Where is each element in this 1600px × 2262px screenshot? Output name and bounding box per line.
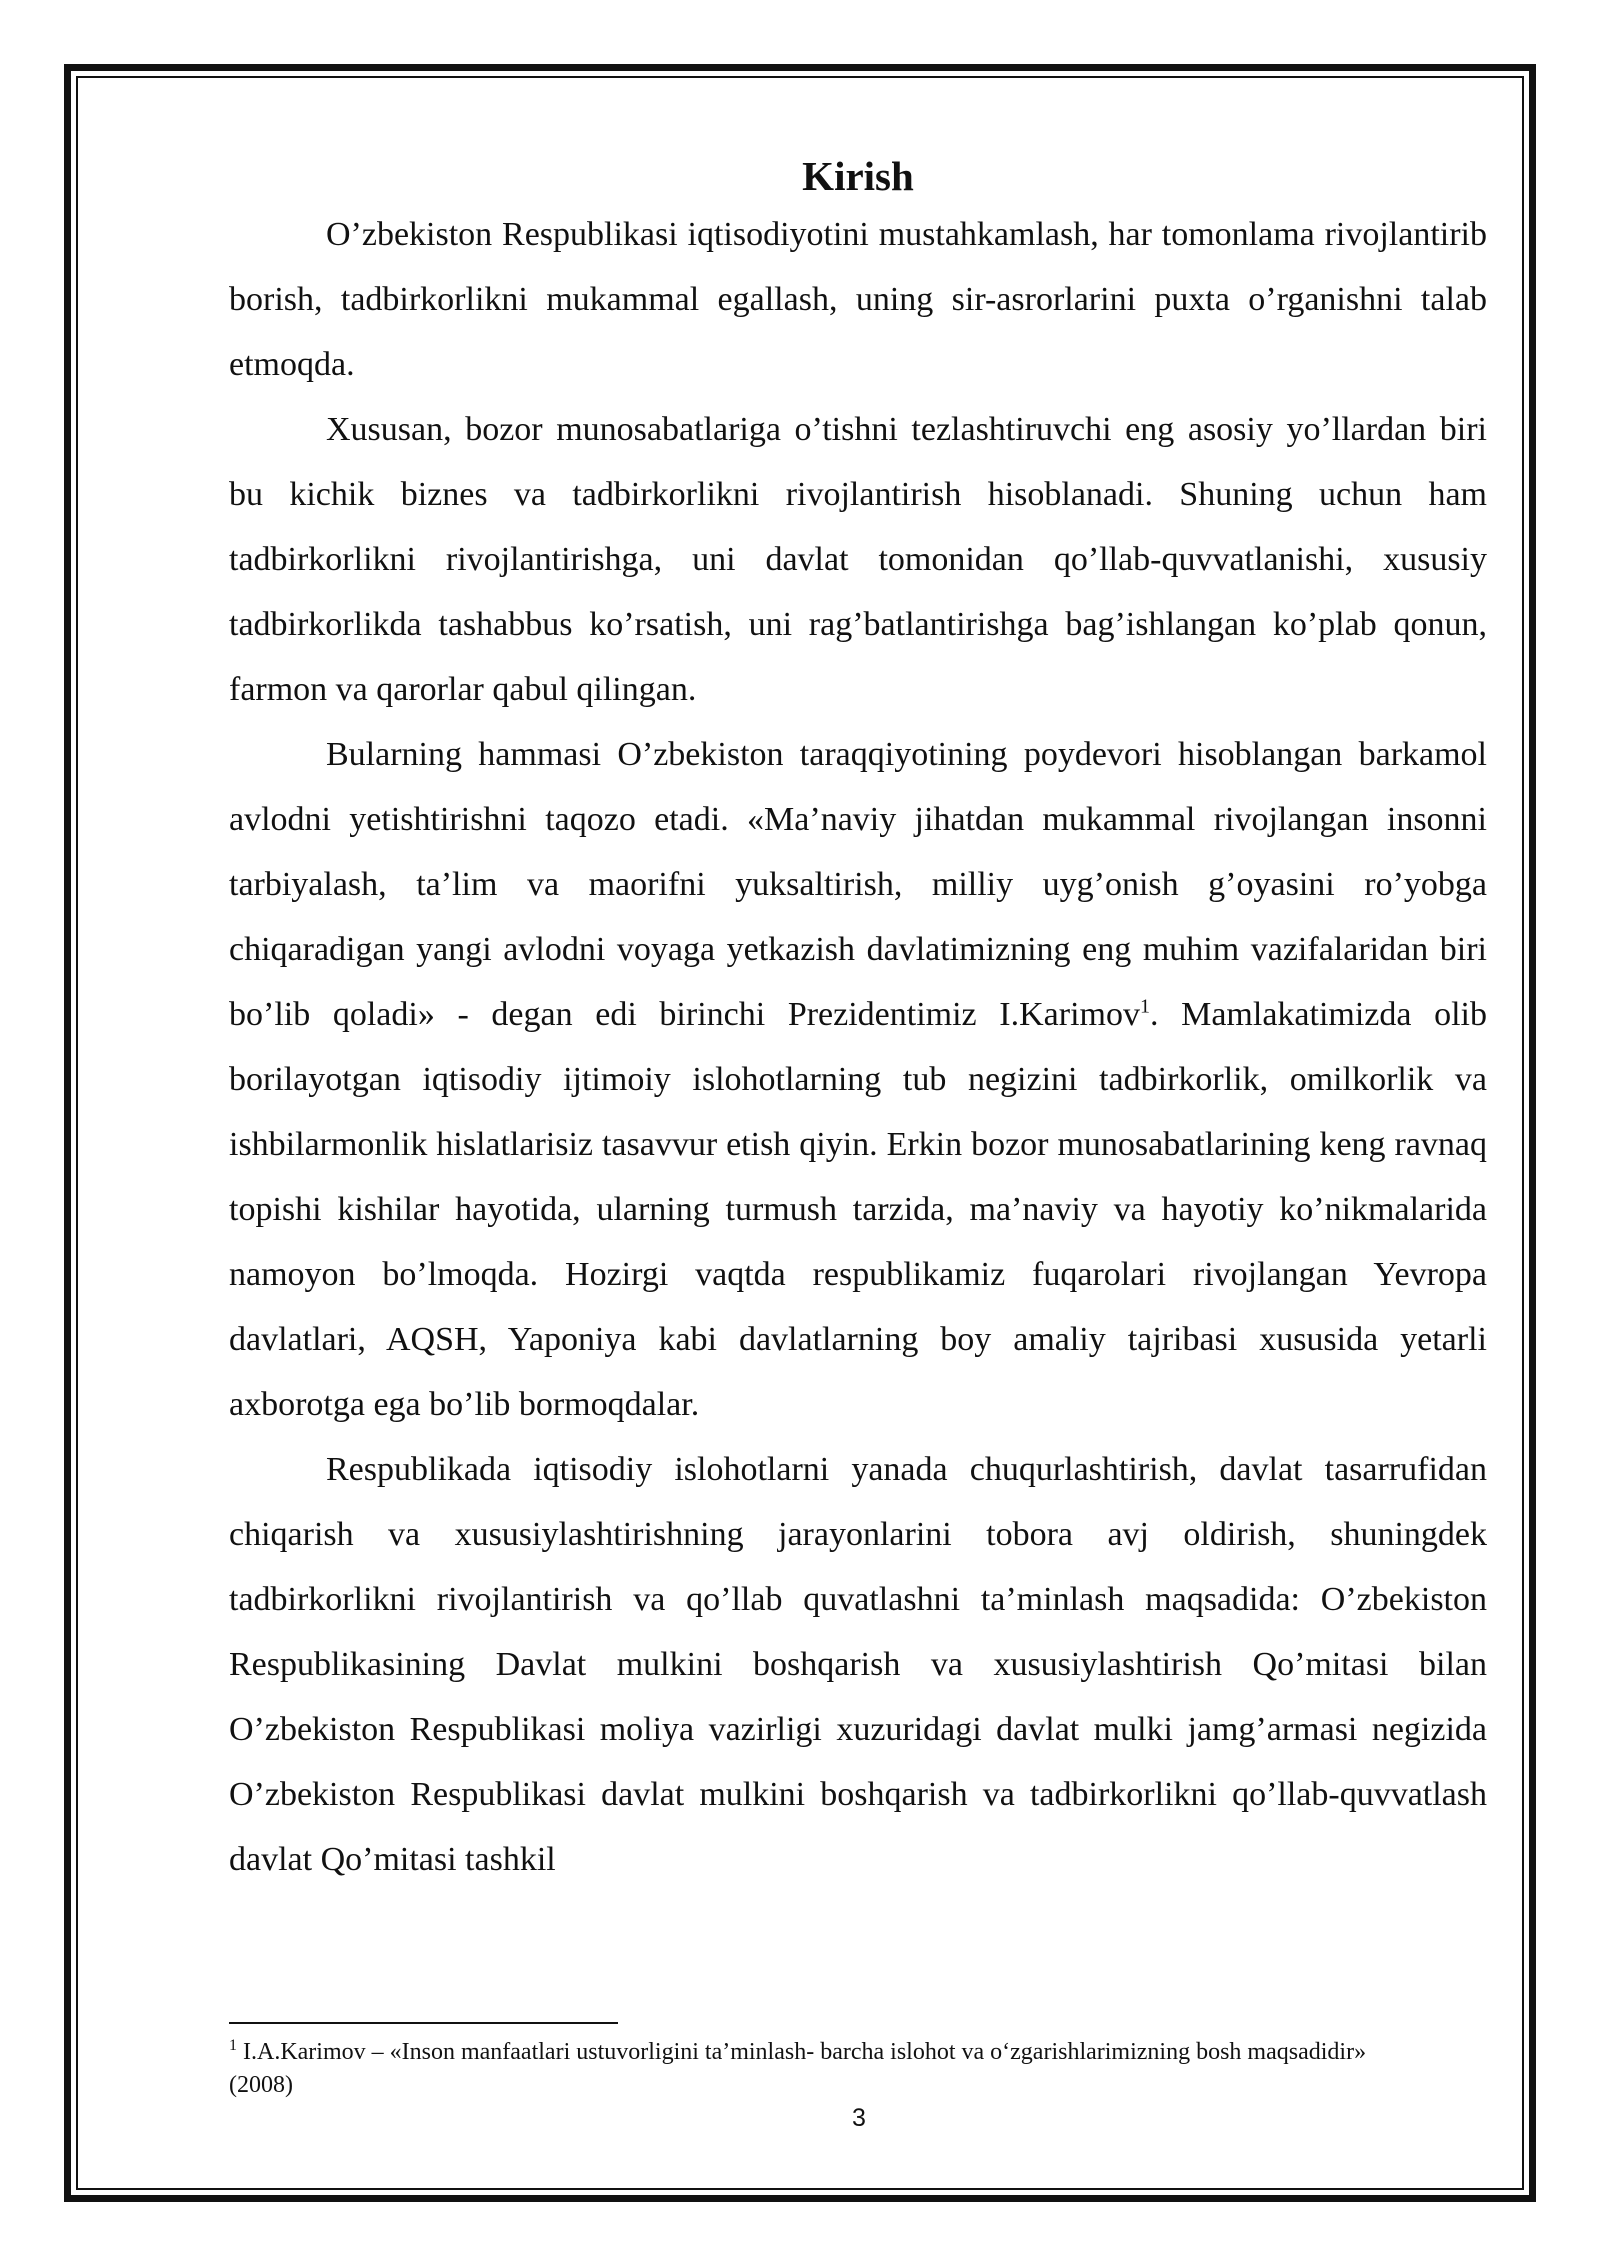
page-title: Kirish	[802, 153, 914, 199]
document-body	[229, 150, 1487, 1892]
paragraph-2: Xususan, bozor munosabatlariga o’tishni tezlashtiruvchi eng asosiy yo’llardan biri bu kichik biznes va tadbirkorlikni rivojlantirish hisoblanadi. Shuning uchun ham tadbirkorlikni rivojlantirishga, uni davlat tomonidan qo’llab-quvvatlanishi, xususiy tadbirkorlikda tashabbus ko’rsatish, uni rag’batlantirishga bag’ishlangan ko’plab qonun, farmon va qarorlar qabul qilingan.	[229, 411, 1487, 708]
paragraph-4: Respublikada iqtisodiy islohotlarni yanada chuqurlashtirish, davlat tasarrufidan chiqarish va xususiylashtirishning jarayonlarini tobora avj oldirish, shuningdek tadbirkorlikni rivojlantirish va qo’llab quvatlashni ta’minlash maqsadida: O’zbekiston Respublikasining Davlat mulkini boshqarish va xususiylashtirish Qo’mitasi bilan O’zbekiston Respublikasi moliya vazirligi xuzuridagi davlat mulki jamg’armasi negizida O’zbekiston Respublikasi davlat mulkini boshqarish va tadbirkorlikni qo’llab-quvvatlash davlat Qo’mitasi tashkil	[229, 1451, 1487, 1878]
footnote-text: I.A.Karimov – «Inson manfaatlari ustuvorligini ta’minlash- barcha islohot va o‘zgarishlarimizning bosh maqsadidir» (2008)	[229, 2039, 1367, 2098]
paragraph-1: O’zbekiston Respublikasi iqtisodiyotini mustahkamlash, har tomonlama rivojlantirib borish, tadbirkorlikni mukammal egallash, uning sir-asrorlarini puxta o’rganishni talab etmoqda.	[229, 216, 1487, 383]
page-number: 3	[852, 2104, 866, 2132]
paragraph-3-text-a: Bularning hammasi O’zbekiston taraqqiyotining poydevori hisoblangan barkamol avlodni yetishtirishni taqozo etadi. «Ma’naviy jihatdan mukammal rivojlangan insonni tarbiyalash, ta’lim va maorifni yuksaltirish, milliy uyg’onish g’oyasini ro’yobga chiqaradigan yangi avlodni voyaga yetkazish davlatimizning eng muhim vazifalaridan biri bo’lib qoladi» - degan edi birinchi Prezidentimiz I.Karimov	[229, 736, 1487, 1033]
footnote	[229, 2036, 1409, 2102]
footnote-reference[interactable]: 1	[1139, 995, 1150, 1018]
paragraph-3	[229, 722, 1487, 1437]
paragraph-3-text-b: . Mamlakatimizda olib borilayotgan iqtisodiy ijtimoiy islohotlarning tub negizini tadbirkorlik, omilkorlik va ishbilarmonlik hislatlarisiz tasavvur etish qiyin. Erkin bozor munosabatlarining keng ravnaq topishi kishilar hayotida, ularning turmush tarzida, ma’naviy va hayotiy ko’nikmalarida namoyon bo’lmoqda. Hozirgi vaqtda respublikamiz fuqarolari rivojlangan Yevropa davlatlari, AQSH, Yaponiya kabi davlatlarning boy amaliy tajribasi xususida yetarli axborotga ega bo’lib bormoqdalar.	[229, 996, 1487, 1423]
footnote-marker: 1	[229, 2037, 237, 2054]
footnote-separator	[229, 2022, 618, 2024]
